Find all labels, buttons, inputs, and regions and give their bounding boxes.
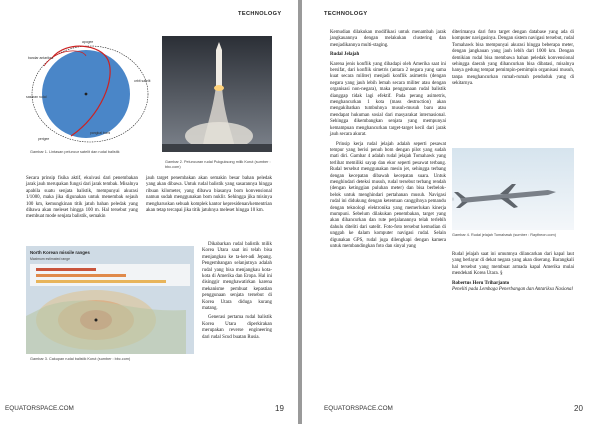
intro-paragraph: Kemudian dilakukan modifikasi untuk menambah jarak jangkauannya dengan melakukan clustering dan menjadikannya multi-staging. [330, 30, 446, 48]
paragraph: Karena jenis konflik yang dihadapi oleh Amerika saat ini bersifat, dari konflik simetris (antara 2 negara yang sama kuat secara militer) menjadi konflik asimetris (dengan negara yang jauh lebih lemah secara militer atau dengan organisasi non-negara), maka penggunaan rudal balistik dianggap tidak lagi efektif. Pada perang asimetris, menghancurkan 1 kota (mass destruction) akan mengakibatkan tumbuhnya musuh-musuh baru atau mendapat hukuman sosial dari masyarakat internasional. Sehingga dikembangkan senjata yang mempunyai kemampuan menghancurkan target-target kecil dari jarak jauh secara akurat. [330, 61, 446, 138]
paragraph: jauh target penembakan akan semakin besar bahan peledak yang akan dibawa. Untuk rudal balistik yang sasarannya hingga ribuan kilometer, yang dibawa biasanya bom konvensional namun sudah menggunakan bom nuklir. Sehingga jika misinya mengharuskan sebuah komplek kantor kepresidenan/kementrian akan tetap tercapai jika titik jatuhnya meleset hingga 10 km. [146, 176, 272, 214]
page-number: 20 [574, 404, 583, 413]
left-col2-text [146, 176, 272, 217]
figure-2-launch-photo [162, 36, 272, 152]
section-label: TECHNOLOGY [324, 11, 368, 17]
author-name: Robertus Heru Triharjanto [452, 280, 510, 286]
left-col2b-text [202, 242, 272, 344]
paragraph: Generasi pertama rudal balistik Korea Utara diperkirakan merupakan reverse engineering dari rudal Scud buatan Rusia. [202, 315, 272, 340]
label-orbit: orbit satelit [134, 79, 151, 83]
right-col2b-text [452, 252, 574, 296]
figure-1-orbit-diagram [26, 36, 162, 156]
figure-4-tomahawk-photo [452, 148, 574, 230]
label-apogee: apogee [82, 40, 94, 44]
right-col2-text [452, 30, 574, 91]
footer-site: EQUATORSPACE.COM [5, 405, 74, 412]
label-perigee: perigee [38, 137, 50, 141]
paragraph: Prinsip kerja rudal jelajah adalah seperti pesawat tempur yang berisi penuh bom dengan pilot yang sudah mati diri. Gambar 4 adalah rudal jelajah Tomahawk yang terlihat memiliki sayap dan ekor seperti pesawat terbang. Rudal tersebut menggunakan mesin jet, sehingga terbang dengan kecepatan dibawah kecepatan suara. Untuk menghindari deteksi musuh, rudal tersebut terbang rendah (dengan ketinggian puluhan meter) dan bisa berbelok-belok untuk menghindari pertahanan musuh. Navigasi rudal ini didukung dengan ketentuan canggihnya pemandu dengan teknologi elektronika yang memerlukan kinerja mumpuni. Sebelum dilakukan penembakan, target yang akan dihancurkan dan rute perjalanannya telah terlebih dahulu diteliti dari satelit. Foto-foto tersebut kemudian di unggah ke dalam komputer navigasi rudal. Selain digunakan GPS, rudal juga dilengkapi dengan kamera untuk membandingkan foto dan sinyal yang [330, 141, 446, 249]
section-heading: Rudal Jelajah [330, 52, 360, 58]
paragraph: Dikabarkan rudal balistik milik Korea Utara saat ini telah bisa menjangkau ke ta-ket-adi Jepang. Pengembangan selanjutnya adalah rudal yang bisa menjangkau kota-kota di Amerika dan Eropa. Hal ini disinggir menghawatirkan karena mekanisme pembuat kepastian penggunaan senjata tersebut di Korea Utara diduga kurang matang. [202, 242, 272, 312]
label-earth: pangkal bumi [90, 131, 111, 135]
figure-3-caption: Gambar 3. Cakupan rudal balistik Korut (sumber : bbc.com) [30, 357, 131, 361]
orbit-diagram [26, 36, 162, 156]
label-target: sasaran rudal [26, 95, 47, 99]
footer-site: EQUATORSPACE.COM [324, 405, 393, 412]
figure-1-caption: Gambar 1. Lintasan peluncur satelit dan rudal balistik [30, 150, 120, 154]
right-page [302, 0, 600, 424]
right-col1-text [330, 30, 446, 253]
missile-body [216, 50, 222, 86]
page-number: 19 [275, 404, 284, 413]
label-launch: bandar antariksa [28, 56, 54, 60]
author-affiliation: Peneliti pada Lembaga Penerbangan dan Antariksa Nasional [452, 287, 573, 293]
left-page [0, 0, 298, 424]
figure-4-caption: Gambar 4. Rudal jelajah Tomahawk (sumber : Raytheon.com) [452, 233, 556, 237]
figure-2-caption: Gambar 2. Peluncuran rudal Pukguksong milik Korut (sumber : bbc.com) [165, 160, 271, 169]
left-col1-text [26, 176, 138, 224]
map-title: North Korean missile ranges [30, 250, 90, 255]
launch-photo [162, 36, 272, 152]
figure-3-range-map [26, 246, 194, 354]
map-subtitle: Maximum estimated range [30, 257, 70, 261]
tomahawk-photo [452, 148, 574, 230]
paragraph: Rudal jelajah saat ini umumnya dilancarkan dari kapal laut yang berlayar di dekat negara yang akan diserang. Barangkali hal tersebut yang membuat armada kapal Amerika mulai mendekati Korea Utara. § [452, 252, 574, 277]
range-map [26, 246, 194, 354]
section-label: TECHNOLOGY [238, 11, 282, 17]
paragraph: diterimanya dari foto target dengan database yang ada di komputer navigasinya. Dengan sistem navigasi tersebut, rudal Tomahawk bisa mempunyai akurasi hingga beberapa meter, dengan jangkauan yang jauh lebih dari 1000 km. Dengan demikian rudal bisa membawa bahan peledak konvensional sehingga daerah yang dihancurkan bisa dibatasi, misalnya hanya gedung tempat pemimpin-pemimpin organisasi musuh, tanpa menghancurkan rumah-rumah penduduk yang di sekitarnya. [452, 30, 574, 87]
paragraph: Secara prinsip fisika aktif, ekuivasi dari penembakan jarak jauh merupakan fungsi dari jarak tembak. Misalnya apabila suatu senjata balistik, mempunyai akurasi 1/1000, maka jika digunakan untuk menembak sejauh 100 km, kemungkinan titik jatuh bahan peledak yang dibawa akan meleset hingga 100 m. Hal tersebut yang membuat mode senjata balistik, semakin [26, 176, 138, 220]
